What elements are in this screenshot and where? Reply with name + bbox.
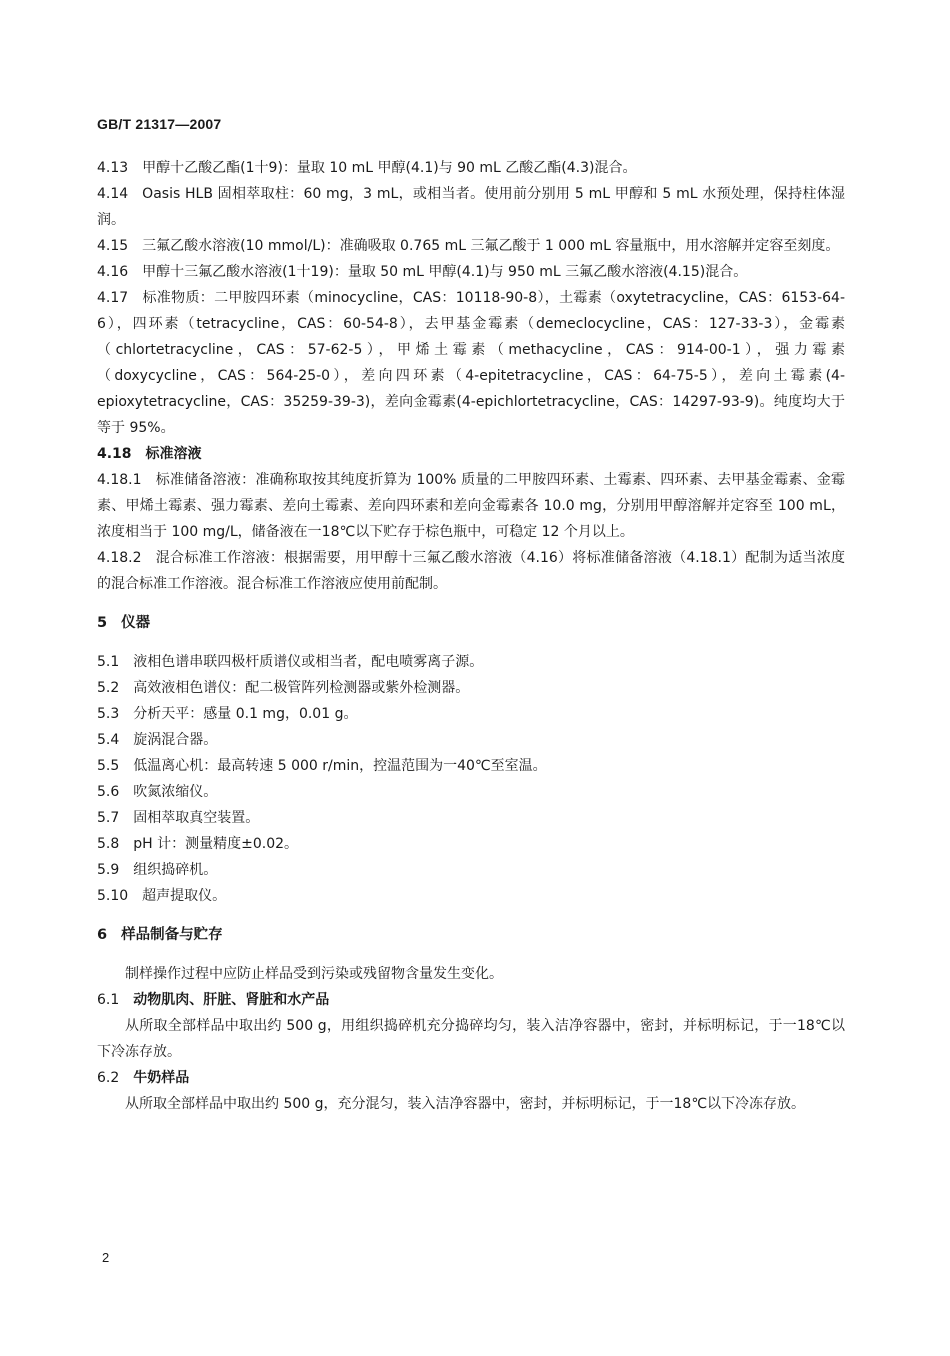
clause-number: 5.6 bbox=[97, 784, 120, 800]
clause-text: Oasis HLB 固相萃取柱：60 mg，3 mL，或相当者。使用前分别用 5 mL 甲醇和 5 mL 水预处理，保持柱体湿润。 bbox=[97, 186, 845, 228]
clause-title: 牛奶样品 bbox=[133, 1070, 190, 1086]
clause-6-1-heading bbox=[97, 987, 845, 1013]
clause-5-5 bbox=[97, 753, 845, 779]
clause-text: 甲醇十三氟乙酸水溶液(1十19)：量取 50 mL 甲醇(4.1)与 950 mL 三氟乙酸水溶液(4.15)混合。 bbox=[142, 264, 748, 280]
document-body bbox=[97, 155, 845, 1117]
clause-number: 5.7 bbox=[97, 810, 120, 826]
clause-text: 低温离心机：最高转速 5 000 r/min，控温范围为一40℃至室温。 bbox=[133, 758, 547, 774]
clause-text: 吹氮浓缩仪。 bbox=[133, 784, 218, 800]
clause-title: 动物肌肉、肝脏、肾脏和水产品 bbox=[133, 992, 330, 1008]
clause-5-8 bbox=[97, 831, 845, 857]
clause-number: 4.15 bbox=[97, 238, 129, 254]
clause-text: pH 计：测量精度±0.02。 bbox=[133, 836, 299, 852]
clause-4-17 bbox=[97, 285, 845, 441]
section-number: 6 bbox=[97, 927, 108, 943]
clause-number: 5.9 bbox=[97, 862, 120, 878]
clause-5-2 bbox=[97, 675, 845, 701]
clause-number: 4.18 bbox=[97, 446, 132, 462]
clause-4-18-heading bbox=[97, 441, 845, 467]
clause-text: 三氟乙酸水溶液(10 mmol/L)：准确吸取 0.765 mL 三氟乙酸于 1 000 mL 容量瓶中，用水溶解并定容至刻度。 bbox=[142, 238, 840, 254]
clause-text: 标准储备溶液：准确称取按其纯度折算为 100% 质量的二甲胺四环素、土霉素、四环素、去甲基金霉素、金霉素、甲烯土霉素、强力霉素、差向土霉素、差向四环素和差向金霉素各 10.0 mg，分别用甲醇溶解并定容至 100 mL，浓度相当于 100 mg/L，储备液在一18℃以下贮存于棕色瓶中，可稳定 12 个月以上。 bbox=[97, 472, 845, 540]
section-title: 样品制备与贮存 bbox=[121, 927, 223, 943]
clause-text: 标准物质：二甲胺四环素（minocycline，CAS：10118-90-8），土霉素（oxytetracycline，CAS：6153-64-6），四环素（tetracycline，CAS：60-54-8），去甲基金霉素（demeclocycline，CAS：127-33-3），金霉素（chlortetracycline，CAS：57-62-5），甲烯土霉素（methacycline，CAS：914-00-1），强力霉素（doxycycline，CAS：564-25-0），差向四环素（4-epitetracycline，CAS：64-75-5），差向土霉素(4-epioxytetracycline，CAS：35259-39-3)，差向金霉素(4-epichlortetracycline，CAS：14297-93-9)。纯度均大于等于 95%。 bbox=[97, 290, 845, 436]
page-number: 2 bbox=[102, 1250, 110, 1265]
clause-text: 旋涡混合器。 bbox=[133, 732, 218, 748]
clause-4-16 bbox=[97, 259, 845, 285]
clause-number: 5.10 bbox=[97, 888, 129, 904]
clause-number: 4.18.1 bbox=[97, 472, 142, 488]
clause-number: 5.1 bbox=[97, 654, 120, 670]
clause-5-6 bbox=[97, 779, 845, 805]
clause-4-18-1 bbox=[97, 467, 845, 545]
section-6-intro: 制样操作过程中应防止样品受到污染或残留物含量发生变化。 bbox=[125, 966, 503, 982]
clause-4-14 bbox=[97, 181, 845, 233]
clause-5-10 bbox=[97, 883, 845, 909]
clause-text: 混合标准工作溶液：根据需要，用甲醇十三氟乙酸水溶液（4.16）将标准储备溶液（4.18.1）配制为适当浓度的混合标准工作溶液。混合标准工作溶液应使用前配制。 bbox=[97, 550, 845, 592]
clause-number: 4.13 bbox=[97, 160, 129, 176]
clause-text: 固相萃取真空装置。 bbox=[133, 810, 260, 826]
clause-4-15 bbox=[97, 233, 845, 259]
section-5-heading bbox=[97, 610, 845, 636]
clause-5-3 bbox=[97, 701, 845, 727]
clause-text: 高效液相色谱仪：配二极管阵列检测器或紫外检测器。 bbox=[133, 680, 470, 696]
clause-text: 组织捣碎机。 bbox=[133, 862, 218, 878]
clause-text: 分析天平：感量 0.1 mg，0.01 g。 bbox=[133, 706, 358, 722]
standard-code-header: GB/T 21317—2007 bbox=[97, 116, 222, 132]
clause-5-1 bbox=[97, 649, 845, 675]
clause-4-13 bbox=[97, 155, 845, 181]
section-number: 5 bbox=[97, 615, 108, 631]
clause-5-7 bbox=[97, 805, 845, 831]
clause-6-2-text: 从所取全部样品中取出约 500 g，充分混匀，装入洁净容器中，密封，并标明标记，于一18℃以下冷冻存放。 bbox=[125, 1096, 806, 1112]
clause-5-4 bbox=[97, 727, 845, 753]
section-6-heading bbox=[97, 922, 845, 948]
clause-number: 5.8 bbox=[97, 836, 120, 852]
clause-number: 4.18.2 bbox=[97, 550, 142, 566]
clause-4-18-2 bbox=[97, 545, 845, 597]
clause-text: 甲醇十乙酸乙酯(1十9)：量取 10 mL 甲醇(4.1)与 90 mL 乙酸乙酯(4.3)混合。 bbox=[142, 160, 637, 176]
clause-text: 液相色谱串联四极杆质谱仪或相当者，配电喷雾离子源。 bbox=[133, 654, 484, 670]
clause-number: 4.14 bbox=[97, 186, 129, 202]
clause-number: 5.3 bbox=[97, 706, 120, 722]
clause-6-2-heading bbox=[97, 1065, 845, 1091]
clause-6-1-text: 从所取全部样品中取出约 500 g，用组织捣碎机充分捣碎均匀，装入洁净容器中，密封，并标明标记，于一18℃以下冷冻存放。 bbox=[97, 1018, 845, 1060]
clause-5-9 bbox=[97, 857, 845, 883]
clause-number: 6.1 bbox=[97, 992, 120, 1008]
clause-number: 4.17 bbox=[97, 290, 129, 306]
clause-title: 标准溶液 bbox=[145, 446, 202, 462]
clause-number: 5.4 bbox=[97, 732, 120, 748]
clause-text: 超声提取仪。 bbox=[142, 888, 227, 904]
clause-number: 6.2 bbox=[97, 1070, 120, 1086]
clause-number: 4.16 bbox=[97, 264, 129, 280]
clause-number: 5.5 bbox=[97, 758, 120, 774]
clause-number: 5.2 bbox=[97, 680, 120, 696]
section-title: 仪器 bbox=[121, 615, 151, 631]
